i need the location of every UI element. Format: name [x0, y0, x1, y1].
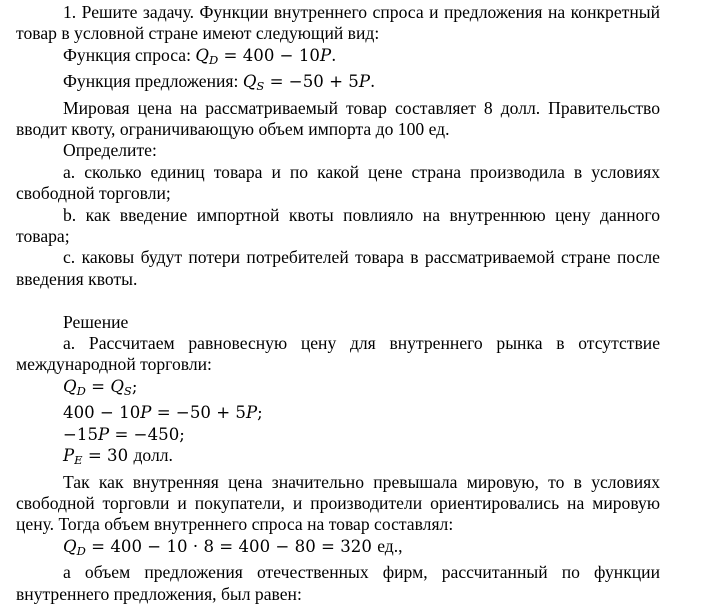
solution-step-a: a. Рассчитаем равновесную цену для внутреннего рынка в отсутствие международной торговли:: [16, 333, 660, 375]
equation-1: [16, 376, 660, 402]
demand-formula: $Q_D = 400 - 10P$.: [195, 45, 337, 67]
world-price-text: Мировая цена на рассматриваемый товар составляет 8 долл. Правительство вводит квоту, ограничивающую объем импорта до 100 ед.: [16, 97, 660, 140]
task-intro: 1. Решите задачу. Функции внутреннего спроса и предложения на конкретный товар в условной стране имеют следующий вид:: [16, 2, 660, 44]
supply-label: Функция предложения:: [63, 71, 239, 92]
question-c: c. каковы будут потери потребителей товара в рассматриваемой стране после введения квоты.: [16, 247, 660, 289]
spacer: [16, 290, 660, 311]
determine-label: Определите:: [63, 140, 157, 161]
equation-5-formula: $Q_D = 400 - 10 \cdot 8 = 400 - 80 = 320$ ед.,: [63, 535, 403, 558]
equation-2: [16, 402, 660, 423]
equation-2-formula: 400 − 10P = −50 + 5P;: [63, 403, 263, 423]
solution-heading: Решение: [63, 311, 129, 332]
supply-formula: $Q_S = -50 + 5P$.: [242, 72, 376, 94]
question-b: b. как введение импортной квоты повлияло на внутреннюю цену данного товара;: [16, 204, 660, 247]
equation-3-formula: −15P = −450;: [63, 424, 185, 444]
equation-3: [16, 424, 660, 445]
demand-function: [16, 45, 660, 71]
equation-1-formula: $Q_D = Q_S$;: [63, 376, 138, 398]
equation-4: [16, 445, 660, 471]
equation-4-formula: $P_E = 30$ долл.: [63, 445, 173, 468]
demand-label: Функция спроса:: [63, 44, 191, 65]
supply-volume-text: а объем предложения отечественных фирм, рассчитанный по функции внутреннего предложения, был равен:: [16, 562, 660, 604]
solution-explanation: Так как внутренняя цена значительно превышала мировую, то в условиях свободной торговли и покупатели, и производители ориентировались на мировую цену. Тогда объем внутреннего спроса на товар составлял:: [16, 471, 660, 535]
equation-5: [16, 536, 660, 562]
question-a: a. сколько единиц товара и по какой цене страна производила в условиях свободной торговли;: [16, 161, 660, 204]
supply-function: [16, 71, 660, 97]
